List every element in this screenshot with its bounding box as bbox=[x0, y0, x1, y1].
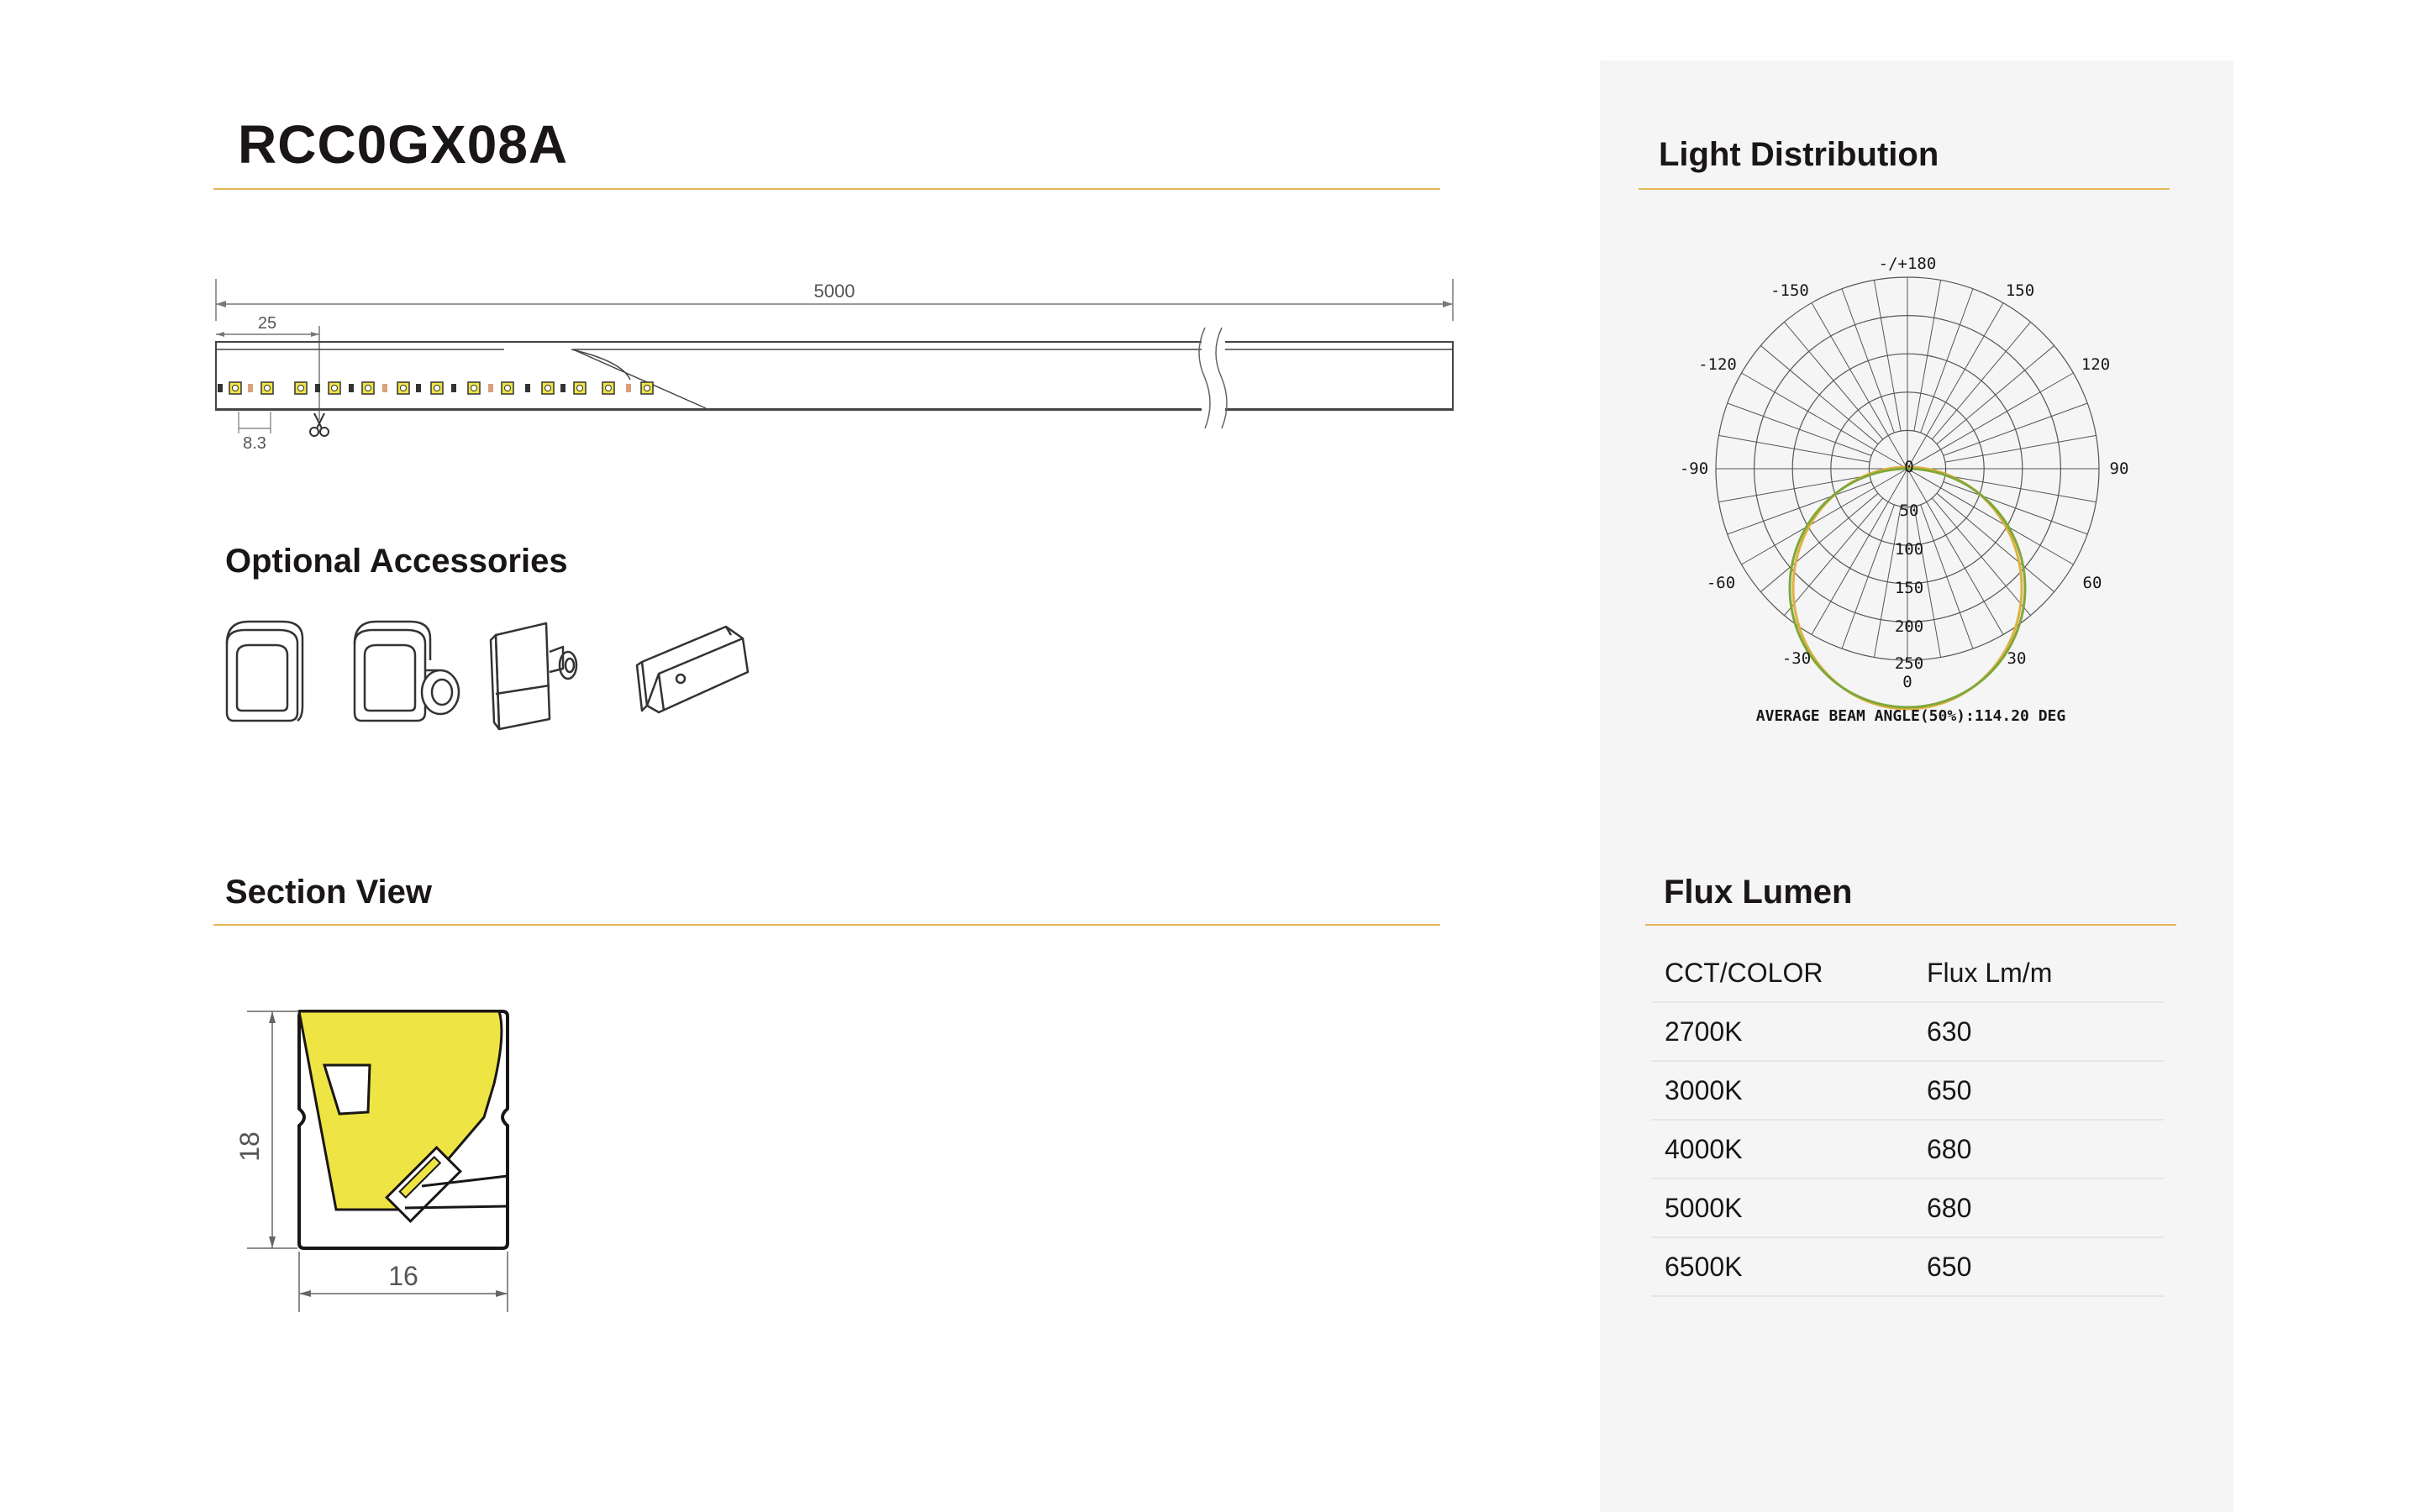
table-header-row bbox=[1651, 944, 2164, 1003]
flux-cell: 680 bbox=[1927, 1192, 1972, 1223]
section-view-drawing bbox=[227, 1000, 529, 1319]
led-chip bbox=[468, 382, 480, 394]
resistor bbox=[349, 384, 354, 392]
angle-label-m120: -120 bbox=[1698, 355, 1737, 374]
angle-label-p150: 150 bbox=[2005, 281, 2035, 300]
led-strip-drawing bbox=[210, 269, 1462, 454]
column-header-cct: CCT/COLOR bbox=[1665, 957, 1823, 988]
flux-lumen-heading: Flux Lumen bbox=[1664, 874, 1853, 911]
table-row bbox=[1651, 1238, 2164, 1297]
resistor bbox=[382, 384, 387, 392]
resistor bbox=[626, 384, 631, 392]
resistor bbox=[488, 384, 493, 392]
light-distribution-heading: Light Distribution bbox=[1659, 136, 1939, 173]
led-pitch-label: 8.3 bbox=[243, 434, 266, 453]
led-chip bbox=[295, 382, 307, 394]
radial-label: 0 bbox=[1904, 458, 1914, 476]
section-view-heading: Section View bbox=[225, 874, 433, 911]
angle-label-180: -/+180 bbox=[1878, 255, 1937, 273]
column-header-flux: Flux Lm/m bbox=[1927, 957, 2053, 988]
accessories-row bbox=[220, 618, 775, 736]
led-chip bbox=[502, 382, 513, 394]
resistor bbox=[416, 384, 421, 392]
led-chip bbox=[574, 382, 586, 394]
resistor bbox=[248, 384, 253, 392]
angle-label-0: 0 bbox=[1902, 673, 1912, 691]
flux-lumen-table bbox=[1651, 944, 2164, 1297]
angle-label-m90: -90 bbox=[1679, 459, 1709, 478]
angle-label-m60: -60 bbox=[1706, 574, 1736, 592]
flux-lumen-divider bbox=[1645, 924, 2176, 926]
angle-label-p90: 90 bbox=[2109, 459, 2129, 478]
radial-label: 250 bbox=[1894, 654, 1924, 673]
led-chip bbox=[329, 382, 340, 394]
radial-label: 200 bbox=[1894, 617, 1924, 636]
table-row bbox=[1651, 1179, 2164, 1238]
radial-label: 150 bbox=[1894, 579, 1924, 597]
angle-label-p60: 60 bbox=[2082, 574, 2102, 592]
table-row bbox=[1651, 1062, 2164, 1121]
led-chip bbox=[229, 382, 241, 394]
product-code-title: RCC0GX08A bbox=[238, 114, 569, 175]
flux-cell: 680 bbox=[1927, 1133, 1972, 1164]
resistor bbox=[451, 384, 456, 392]
led-chip bbox=[602, 382, 614, 394]
angle-label-p30: 30 bbox=[2007, 649, 2027, 668]
polar-light-distribution-chart bbox=[1672, 235, 2143, 739]
resistor bbox=[218, 384, 223, 392]
led-chip bbox=[431, 382, 443, 394]
led-chip bbox=[641, 382, 653, 394]
width-dimension-label: 16 bbox=[388, 1261, 418, 1291]
end-cap-icon bbox=[227, 622, 302, 721]
beam-angle-text: AVERAGE BEAM ANGLE(50%):114.20 DEG bbox=[1755, 707, 2066, 725]
led-chip bbox=[542, 382, 554, 394]
cct-cell: 4000K bbox=[1665, 1133, 1743, 1164]
angle-label-p120: 120 bbox=[2081, 355, 2111, 374]
cct-cell: 6500K bbox=[1665, 1251, 1743, 1282]
mounting-clip-icon bbox=[637, 627, 748, 712]
resistor bbox=[315, 384, 320, 392]
title-divider bbox=[213, 188, 1440, 190]
cct-cell: 3000K bbox=[1665, 1074, 1743, 1105]
radial-label: 50 bbox=[1899, 501, 1919, 520]
resistor bbox=[560, 384, 566, 392]
light-distribution-divider bbox=[1639, 188, 2170, 190]
led-chip bbox=[362, 382, 374, 394]
cct-cell: 2700K bbox=[1665, 1016, 1743, 1047]
flux-cell: 650 bbox=[1927, 1074, 1972, 1105]
accessories-heading: Optional Accessories bbox=[225, 543, 568, 580]
flux-cell: 630 bbox=[1927, 1016, 1972, 1047]
length-dimension-label: 5000 bbox=[813, 281, 855, 302]
led-chip bbox=[397, 382, 409, 394]
radial-label: 100 bbox=[1894, 540, 1924, 559]
table-row bbox=[1651, 1003, 2164, 1062]
end-cap-with-cable-entry-icon bbox=[355, 622, 459, 721]
height-dimension-label: 18 bbox=[234, 1131, 265, 1162]
flux-cell: 650 bbox=[1927, 1251, 1972, 1282]
connector-cap-icon bbox=[491, 623, 576, 729]
resistor bbox=[525, 384, 530, 392]
table-row bbox=[1651, 1121, 2164, 1179]
angle-label-m30: -30 bbox=[1781, 649, 1812, 668]
cct-cell: 5000K bbox=[1665, 1192, 1743, 1223]
section-view-divider bbox=[213, 924, 1440, 926]
angle-label-m150: -150 bbox=[1770, 281, 1809, 300]
led-chip bbox=[261, 382, 273, 394]
cut-unit-label: 25 bbox=[257, 314, 277, 333]
